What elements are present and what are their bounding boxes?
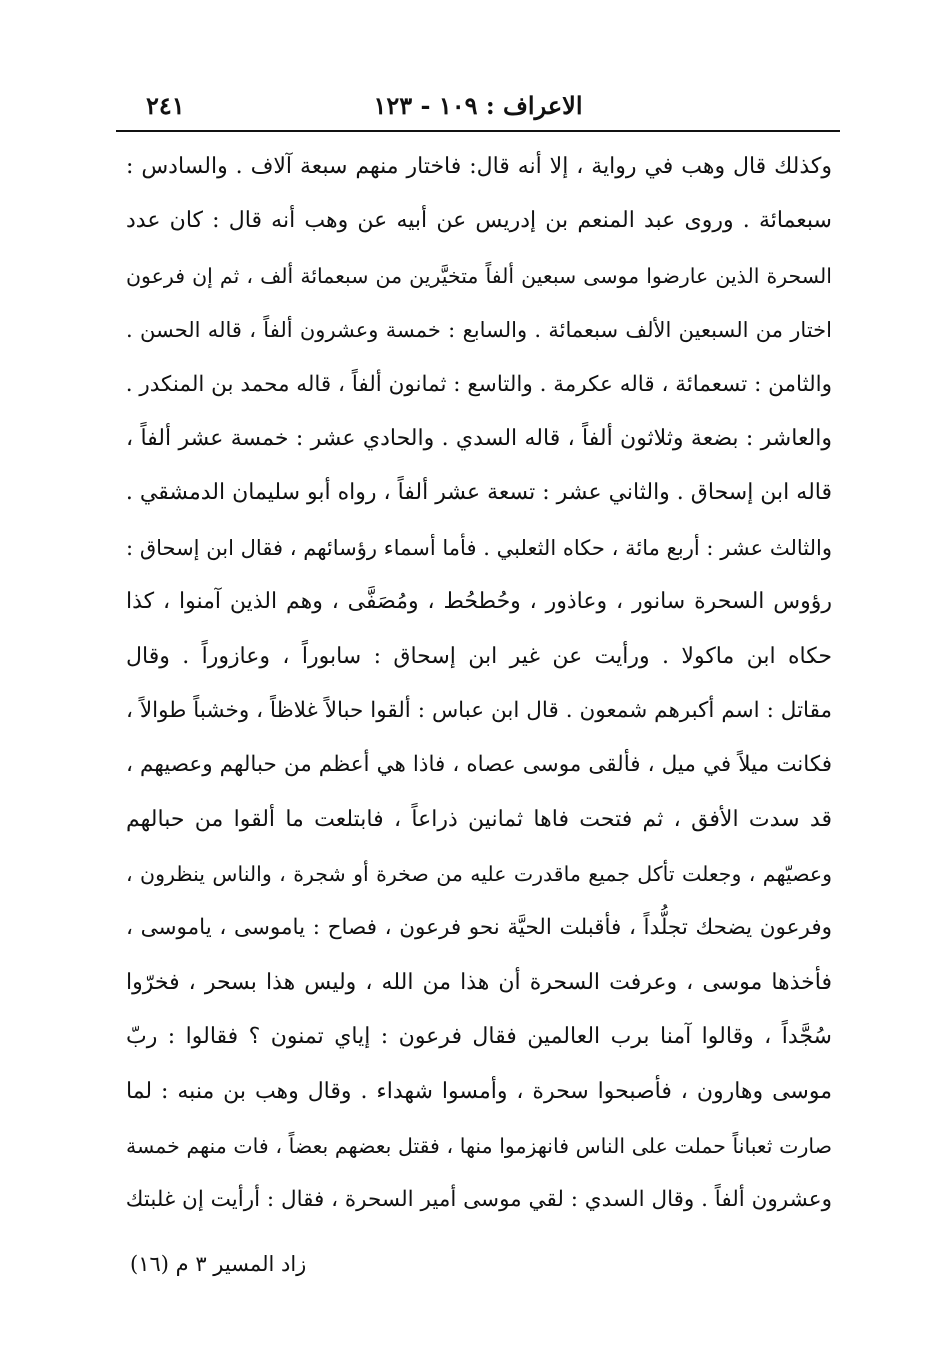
text-line: والعاشر : بضعة وثلاثون ألفاً ، قاله السدي . والحادي عشر : خمسة عشر ألفاً ،: [126, 425, 832, 451]
text-line: صارت ثعباناً حملت على الناس فانهزموا منها ، فقتل بعضهم بعضاً ، فات منهم خمسة: [126, 1134, 832, 1159]
text-line: السحرة الذين عارضوا موسى سبعين ألفاً متخيَّرين من سبعمائة ألف ، ثم إن فرعون: [126, 263, 832, 288]
text-line: والثالث عشر : أربع مائة ، حكاه الثعلبي . فأما أسماء رؤسائهم ، فقال ابن إسحاق :: [126, 535, 832, 560]
text-line: والثامن : تسعمائة ، قاله عكرمة . والتاسع : ثمانون ألفاً ، قاله محمد بن المنكدر .: [126, 371, 832, 397]
text-line: وفرعون يضحك تجلُّداً ، فأقبلت الحيَّة نحو فرعون ، فصاح : ياموسى ، ياموسى ،: [126, 915, 832, 941]
header-rule: [116, 130, 840, 132]
signature-text: زاد المسير ٣ م (١٦): [130, 1252, 307, 1276]
text-line: سبعمائة . وروى عبد المنعم بن إدريس عن أبيه عن وهب أنه قال : كان عدد: [126, 208, 832, 234]
signature-mark: [130, 1244, 390, 1284]
text-line: فأخذها موسى ، وعرفت السحرة أن هذا من الله ، وليس هذا بسحر ، فخرّوا: [126, 969, 832, 995]
body-text: [126, 140, 832, 1228]
text-line: وعصيّهم ، وجعلت تأكل جميع ماقدرت عليه من صخرة أو شجرة ، والناس ينظرون ،: [126, 862, 832, 887]
text-line: اختار من السبعين الألف سبعمائة . والسابع : خمسة وعشرون ألفاً ، قاله الحسن .: [126, 318, 832, 343]
running-title: الاعراف : ١٠٩ - ١٢٣: [373, 91, 583, 120]
text-line: قاله ابن إسحاق . والثاني عشر : تسعة عشر ألفاً ، رواه أبو سليمان الدمشقي .: [126, 480, 832, 506]
text-line: مقاتل : اسم أكبرهم شمعون . قال ابن عباس : ألقوا حبالاً غلاظاً ، وخشباً طوالاً ،: [126, 697, 832, 723]
text-line: فكانت ميلاً في ميل ، فألقى موسى عصاه ، فاذا هي أعظم من حبالهم وعصيهم ،: [126, 752, 832, 778]
text-line: وكذلك قال وهب في رواية ، إلا أنه قال: فاختار منهم سبعة آلاف . والسادس :: [126, 154, 832, 179]
text-line: سُجَّداً ، وقالوا آمنا برب العالمين فقال فرعون : إياي تمنون ؟ فقالوا : ربّ: [126, 1024, 832, 1050]
text-line: رؤوس السحرة سانور ، وعاذور ، وحُطحُط ، ومُصَفَّى ، وهم الذين آمنوا ، كذا: [126, 589, 832, 615]
page-header: [116, 86, 840, 126]
text-line: قد سدت الأفق ، ثم فتحت فاها ثمانين ذراعاً ، فابتلعت ما ألقوا من حبالهم: [126, 806, 832, 832]
page-number: ٢٤١: [146, 91, 185, 120]
text-line: وعشرون ألفاً . وقال السدي : لقي موسى أمير السحرة ، فقال : أرأيت إن غلبتك: [126, 1187, 832, 1213]
text-line: حكاه ابن ماكولا . ورأيت عن غير ابن إسحاق : سابوراً ، وعازوراً . وقال: [126, 643, 832, 669]
text-line: موسى وهارون ، فأصبحوا سحرة ، وأمسوا شهداء . وقال وهب بن منبه : لما: [126, 1078, 832, 1104]
